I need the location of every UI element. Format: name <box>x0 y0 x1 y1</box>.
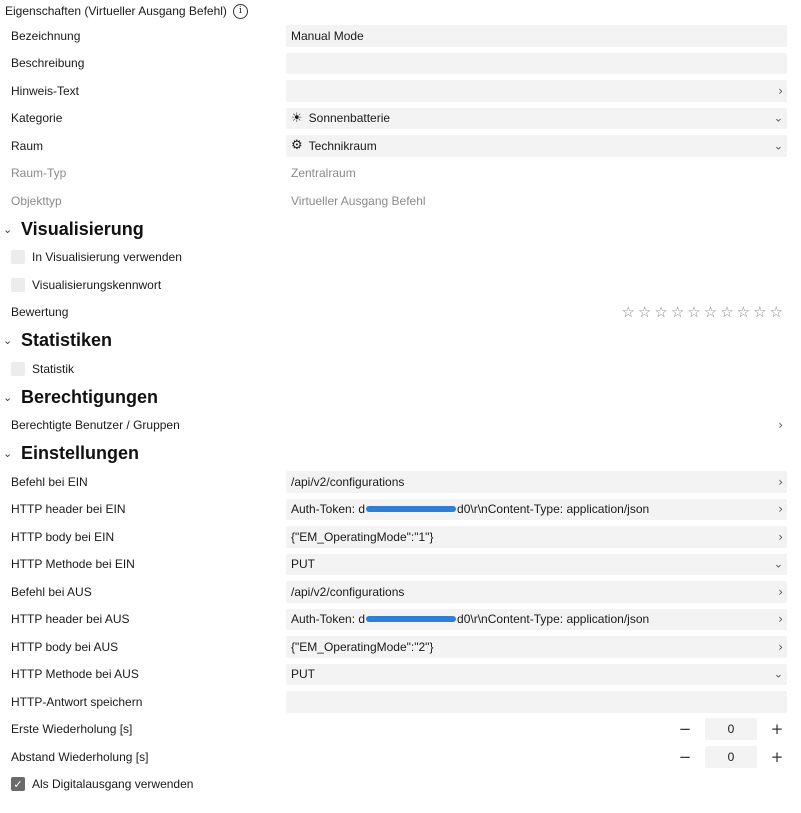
rating-stars[interactable] <box>621 303 783 321</box>
star-icon[interactable]: ☆ <box>637 303 652 322</box>
collapse-icon: ⌄ <box>3 222 13 236</box>
kategorie-select[interactable] <box>286 108 787 130</box>
setting-row-body-ein <box>0 523 801 551</box>
statistik-checkbox[interactable] <box>11 362 25 376</box>
star-icon[interactable]: ☆ <box>769 303 783 322</box>
in-visualisierung-checkbox[interactable] <box>11 250 25 264</box>
abstand-wiederholung-input[interactable]: 0 <box>705 746 757 768</box>
property-row-raum-typ <box>0 160 801 188</box>
label-raum: Raum <box>11 138 44 153</box>
body-aus-value: {"EM_OperatingMode":"2"} <box>291 639 434 654</box>
erste-wiederholung-stepper <box>675 718 787 740</box>
star-icon[interactable]: ☆ <box>670 303 685 322</box>
section-berechtigungen[interactable] <box>0 383 801 412</box>
label-befehl-ein: Befehl bei EIN <box>11 474 88 489</box>
star-icon[interactable]: ☆ <box>753 303 767 322</box>
setting-row-erste-wiederholung <box>0 716 801 744</box>
label-hinweis: Hinweis-Text <box>11 83 80 98</box>
setting-row-methode-ein <box>0 551 801 579</box>
raum-value: Technikraum <box>308 138 377 153</box>
chevron-down-icon: ⌄ <box>773 667 783 681</box>
beschreibung-input[interactable] <box>286 53 787 75</box>
chevron-right-icon: › <box>778 529 783 544</box>
star-icon[interactable]: ☆ <box>736 303 751 322</box>
label-berechtigte: Berechtigte Benutzer / Gruppen <box>11 418 180 433</box>
methode-aus-value: PUT <box>291 667 315 682</box>
befehl-aus-field[interactable] <box>286 581 787 603</box>
panel-header <box>0 0 801 22</box>
header-ein-prefix: Auth-Token: d <box>291 502 366 517</box>
label-objekttyp: Objekttyp <box>11 193 62 208</box>
befehl-ein-value: /api/v2/configurations <box>291 474 405 489</box>
abstand-wiederholung-stepper <box>675 746 787 768</box>
check-label: In Visualisierung verwenden <box>32 250 182 265</box>
label-header-ein: HTTP header bei EIN <box>11 502 126 517</box>
redaction-mark <box>366 506 456 512</box>
methode-ein-select[interactable] <box>286 554 787 576</box>
minus-button[interactable]: − <box>678 747 692 766</box>
raum-typ-text: Zentralraum <box>291 166 356 181</box>
chevron-right-icon: › <box>778 502 783 517</box>
chevron-right-icon[interactable]: › <box>778 418 783 433</box>
property-row-raum <box>0 132 801 160</box>
header-aus-field[interactable] <box>286 609 787 631</box>
star-icon[interactable]: ☆ <box>654 303 668 322</box>
check-label: Statistik <box>32 361 75 376</box>
sun-icon: ☀ <box>291 110 303 126</box>
panel-title: Eigenschaften (Virtueller Ausgang Befehl) <box>5 4 227 18</box>
section-einstellungen[interactable] <box>0 439 801 468</box>
info-icon[interactable]: i <box>233 4 248 19</box>
check-label: Visualisierungskennwort <box>32 277 162 292</box>
property-row-berechtigte[interactable] <box>0 412 801 440</box>
label-methode-ein: HTTP Methode bei EIN <box>11 557 135 572</box>
label-kategorie: Kategorie <box>11 111 63 126</box>
label-methode-aus: HTTP Methode bei AUS <box>11 667 139 682</box>
redaction-mark <box>366 616 456 622</box>
befehl-ein-field[interactable] <box>286 471 787 493</box>
raum-typ-value <box>286 163 787 185</box>
kategorie-value: Sonnenbatterie <box>308 111 391 126</box>
label-abstand-wiederholung: Abstand Wiederholung [s] <box>11 749 149 764</box>
visualisierungskennwort-checkbox[interactable] <box>11 278 25 292</box>
setting-row-befehl-aus <box>0 578 801 606</box>
check-label: Als Digitalausgang verwenden <box>32 777 194 792</box>
star-icon[interactable]: ☆ <box>687 303 701 322</box>
property-row-kategorie <box>0 105 801 133</box>
gears-icon: ⚙ <box>291 138 303 154</box>
property-row-bewertung <box>0 299 801 327</box>
collapse-icon: ⌄ <box>3 334 13 347</box>
section-title: Visualisierung <box>21 218 144 239</box>
methode-ein-value: PUT <box>291 557 315 572</box>
label-befehl-aus: Befehl bei AUS <box>11 584 92 599</box>
setting-row-methode-aus <box>0 661 801 689</box>
methode-aus-select[interactable] <box>286 664 787 686</box>
label-body-ein: HTTP body bei EIN <box>11 529 115 544</box>
label-http-antwort: HTTP-Antwort speichern <box>11 694 143 709</box>
property-row-bezeichnung <box>0 22 801 50</box>
chevron-right-icon: › <box>778 474 783 489</box>
chevron-right-icon: › <box>778 584 783 599</box>
bezeichnung-value: Manual Mode <box>291 28 364 43</box>
header-aus-suffix: d0\r\nContent-Type: application/json <box>457 612 650 627</box>
hinweis-text-field[interactable] <box>286 80 787 102</box>
bezeichnung-input[interactable] <box>286 25 787 47</box>
star-icon[interactable]: ☆ <box>720 303 734 322</box>
body-ein-field[interactable] <box>286 526 787 548</box>
chevron-right-icon: › <box>778 639 783 654</box>
objekttyp-value <box>286 190 787 212</box>
star-icon[interactable]: ☆ <box>703 303 718 322</box>
setting-row-befehl-ein <box>0 468 801 496</box>
star-icon[interactable]: ☆ <box>621 303 635 322</box>
check-row-digitalausgang <box>0 771 801 799</box>
label-beschreibung: Beschreibung <box>11 56 85 71</box>
label-raum-typ: Raum-Typ <box>11 166 67 181</box>
section-title: Einstellungen <box>21 443 140 463</box>
check-row-kennwort <box>0 271 801 299</box>
raum-select[interactable] <box>286 135 787 157</box>
setting-row-body-aus <box>0 633 801 661</box>
section-statistiken[interactable] <box>0 326 801 355</box>
body-ein-value: {"EM_OperatingMode":"1"} <box>291 529 434 544</box>
digitalausgang-checkbox[interactable]: ✓ <box>11 777 25 791</box>
check-row-statistik <box>0 355 801 383</box>
objekttyp-text: Virtueller Ausgang Befehl <box>291 193 426 208</box>
label-body-aus: HTTP body bei AUS <box>11 639 119 654</box>
section-title: Statistiken <box>21 330 113 350</box>
erste-wiederholung-input[interactable]: 0 <box>705 718 757 740</box>
http-antwort-input[interactable] <box>286 691 787 713</box>
collapse-icon: ⌄ <box>3 390 13 404</box>
setting-row-header-aus <box>0 606 801 634</box>
label-header-aus: HTTP header bei AUS <box>11 612 130 627</box>
property-row-objekttyp <box>0 187 801 215</box>
chevron-down-icon: ⌄ <box>773 111 783 125</box>
chevron-right-icon: › <box>778 83 783 98</box>
chevron-down-icon: ⌄ <box>773 557 783 571</box>
header-ein-field[interactable] <box>286 499 787 521</box>
header-aus-prefix: Auth-Token: d <box>291 612 366 627</box>
body-aus-field[interactable] <box>286 636 787 658</box>
minus-button[interactable]: − <box>678 720 692 739</box>
property-row-hinweis <box>0 77 801 105</box>
plus-button[interactable]: + <box>770 720 784 739</box>
label-bewertung: Bewertung <box>11 305 69 320</box>
label-erste-wiederholung: Erste Wiederholung [s] <box>11 722 133 737</box>
label-bezeichnung: Bezeichnung <box>11 28 81 43</box>
header-ein-suffix: d0\r\nContent-Type: application/json <box>457 502 650 517</box>
section-title: Berechtigungen <box>21 386 159 407</box>
setting-row-http-antwort <box>0 688 801 716</box>
setting-row-abstand-wiederholung <box>0 743 801 771</box>
collapse-icon: ⌄ <box>3 447 13 460</box>
setting-row-header-ein <box>0 496 801 524</box>
section-visualisierung[interactable] <box>0 215 801 244</box>
check-row-in-visualisierung <box>0 244 801 272</box>
chevron-down-icon: ⌄ <box>773 139 783 153</box>
plus-button[interactable]: + <box>770 747 784 766</box>
befehl-aus-value: /api/v2/configurations <box>291 584 405 599</box>
property-row-beschreibung <box>0 50 801 78</box>
chevron-right-icon: › <box>778 612 783 627</box>
